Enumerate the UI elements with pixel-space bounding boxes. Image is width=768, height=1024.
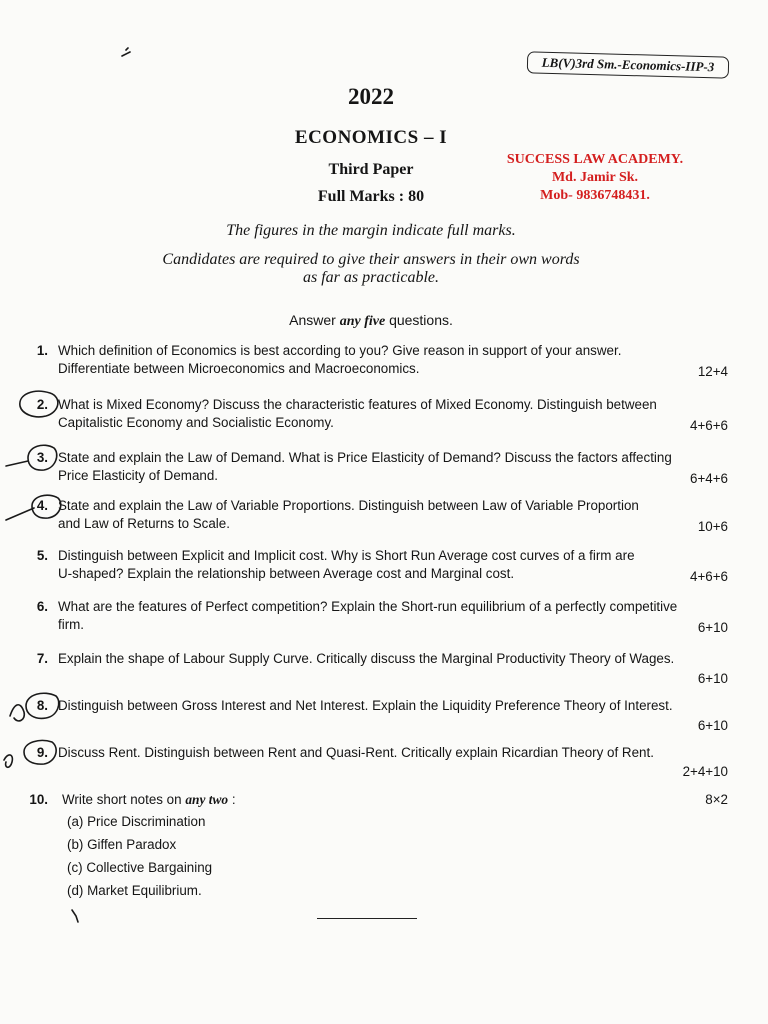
short-note-b: (b) Giffen Paradox (67, 837, 177, 852)
instruction-marks: The figures in the margin indicate full marks. (226, 222, 516, 239)
circle-mark-q8 (26, 693, 59, 718)
stamp-name: Md. Jamir Sk. (551, 170, 639, 185)
question-number: 4. (36, 498, 48, 513)
question-text: State and explain the Law of Variable Proportions. Distinguish between Law of Variable Proportion (58, 498, 639, 513)
question-number: 2. (36, 397, 48, 412)
question-text-cont: and Law of Returns to Scale. (58, 516, 230, 531)
question-text-cont: Capitalistic Economy and Socialistic Economy. (58, 415, 334, 430)
full-marks: Full Marks : 80 (317, 188, 425, 205)
answer-emphasis: any five (339, 314, 386, 329)
question-number: 5. (36, 548, 48, 563)
question-text-cont: Price Elasticity of Demand. (58, 468, 219, 483)
instruction-practicable: as far as practicable. (303, 269, 439, 286)
answer-suffix: questions. (389, 312, 453, 328)
question-text: State and explain the Law of Demand. What is Price Elasticity of Demand? Discuss the factors affecting (58, 450, 672, 465)
instruction-own-words: Candidates are required to give their answers in their own words (162, 251, 580, 268)
stray-mark-top (122, 48, 130, 56)
circle-mark-q3 (28, 445, 57, 470)
scribble-mark-q8 (10, 705, 24, 721)
question-number: 10. (29, 792, 48, 807)
stamp-academy: SUCCESS LAW ACADEMY. (506, 152, 684, 167)
subject-title: ECONOMICS – I (294, 127, 448, 148)
question-marks: 2+4+10 (682, 764, 728, 779)
question-marks: 4+6+6 (690, 569, 728, 584)
question-marks: 10+6 (697, 519, 728, 534)
question-text-suffix: : (231, 792, 236, 807)
question-text: Distinguish between Gross Interest and Net Interest. Explain the Liquidity Preference Theory of Interest. (58, 698, 673, 713)
stray-mark-bottom (72, 910, 78, 922)
question-text: What is Mixed Economy? Discuss the characteristic features of Mixed Economy. Distinguish between (58, 397, 657, 412)
question-text-prefix: Write short notes on (62, 792, 182, 807)
exam-year: 2022 (348, 84, 394, 109)
question-text-cont: U-shaped? Explain the relationship between Average cost and Marginal cost. (58, 566, 515, 581)
question-marks: 4+6+6 (690, 418, 728, 433)
question-marks: 6+10 (697, 718, 728, 733)
question-marks: 6+10 (697, 620, 728, 635)
question-text-cont: Differentiate between Microeconomics and Macroeconomics. (58, 361, 420, 376)
question-number: 3. (36, 450, 48, 465)
circle-mark-q9 (24, 740, 56, 764)
circle-mark-q4 (32, 495, 61, 518)
question-text-cont: firm. (58, 617, 85, 632)
question-marks: 12+4 (697, 364, 728, 379)
stamp-mobile: Mob- 9836748431. (540, 188, 650, 203)
question-text: What are the features of Perfect competition? Explain the Short-run equilibrium of a perfectly competitive (58, 599, 678, 614)
paper-code-box: LB(V)3rd Sm.-Economics-IIP-3 (527, 51, 730, 78)
question-text: Explain the shape of Labour Supply Curve. Critically discuss the Marginal Productivity Theory of Wages. (58, 651, 675, 666)
circle-mark-q2 (20, 391, 58, 417)
question-marks: 6+10 (697, 671, 728, 686)
question-number: 7. (36, 651, 48, 666)
scribble-mark-q9 (4, 755, 12, 767)
question-number: 8. (36, 698, 48, 713)
question-number: 1. (36, 343, 48, 358)
question-marks: 8×2 (705, 792, 728, 807)
tick-mark-q4 (6, 508, 34, 520)
question-text: Discuss Rent. Distinguish between Rent and Quasi-Rent. Critically explain Ricardian Theory of Rent. (58, 745, 654, 760)
question-number: 9. (36, 745, 48, 760)
tick-mark-q3 (6, 461, 28, 466)
answer-prefix: Answer (289, 312, 336, 328)
question-text: Distinguish between Explicit and Implicit cost. Why is Short Run Average cost curves of a firm are (58, 548, 635, 563)
paper-label: Third Paper (328, 161, 414, 178)
question-number: 6. (36, 599, 48, 614)
question-text-emphasis: any two (185, 792, 229, 807)
short-note-d: (d) Market Equilibrium. (67, 883, 202, 898)
question-marks: 6+4+6 (690, 471, 728, 486)
short-note-c: (c) Collective Bargaining (67, 860, 213, 875)
question-text: Which definition of Economics is best according to you? Give reason in support of your answer. (58, 343, 622, 358)
short-note-a: (a) Price Discrimination (67, 814, 206, 829)
